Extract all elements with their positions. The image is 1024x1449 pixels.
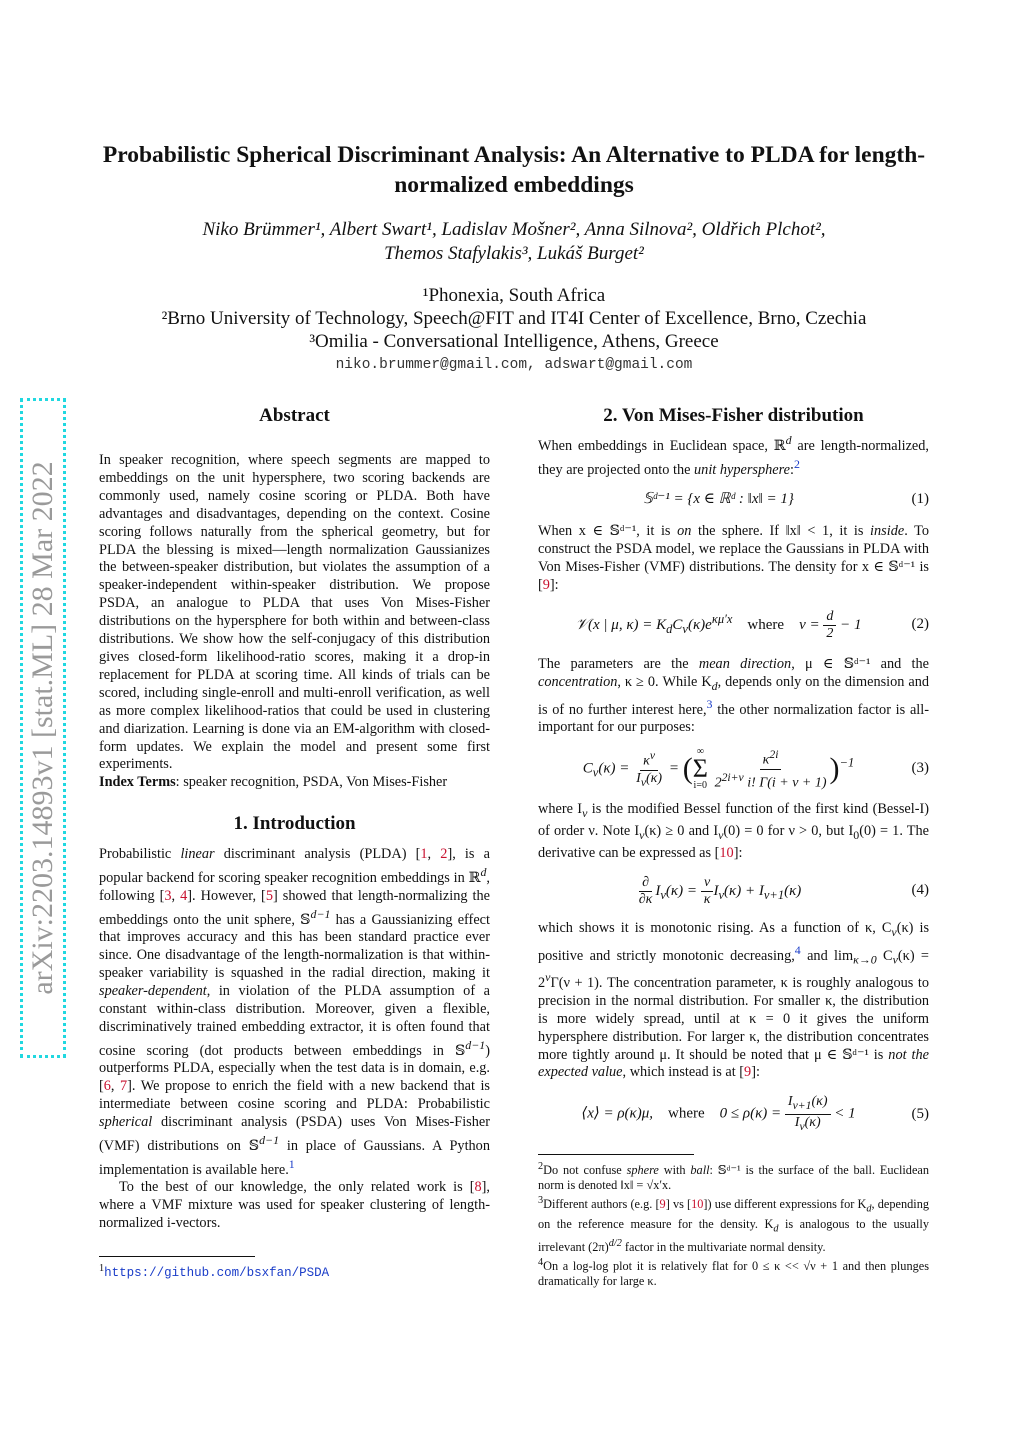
footnote-3: $^3$Different authors (e.g. [9] vs [10]) use different expressions for $K_d$, depending on the reference measure for the density. $K_d$ is analogous to the usually irrelevant $(2\pi)^{d/2}$ factor in the multivariate normal density. [538, 1195, 929, 1255]
index-terms [99, 774, 490, 792]
citation-link[interactable]: 5 [265, 887, 273, 904]
citation-link[interactable]: 7 [120, 1078, 128, 1095]
vmf-paragraph-2: When x ∈ 𝕊ᵈ⁻¹, it is on the sphere. If ‖x‖ < 1, it is inside. To construct the PSDA model, we replace the Gaussians in PLDA with Von Mises-Fisher (VMF) distributions. The density for x ∈ 𝕊ᵈ⁻¹ is [9]: [538, 523, 929, 593]
citation-link[interactable]: 9 [659, 1197, 666, 1212]
equation-3: $C_\nu(\kappa)$ = $\frac{\kappa^\nu}{I_\nu(\kappa)}$ = ( ∞ Σ i=0 $\frac{\kappa^{2i}}{2^{2i+\nu} i! \Gamma(i + \nu + 1)}$ )$^{-1}$ (3) [582, 746, 929, 792]
citation-link[interactable]: 3 [164, 887, 172, 904]
citation-link[interactable]: 8 [474, 1179, 482, 1196]
vmf-paragraph-1: When embeddings in Euclidean space, ℝ$^d$ are length-normalized, they are projected onto the unit hypersphere:$^2$ [538, 433, 929, 478]
footnote-right [538, 1154, 929, 1289]
footnote-4: $^4$On a log-log plot it is relatively flat for 0 ≤ κ << √ν + 1 and then plunges dramatically for large κ. [538, 1257, 929, 1289]
citation-link[interactable]: 6 [103, 1078, 111, 1095]
index-terms-text: : speaker recognition, PSDA, Von Mises-Fisher [175, 774, 448, 791]
vmf-paragraph-4: where $I_\nu$ is the modified Bessel function of the first kind (Bessel-I) of order ν. Note $I_\nu(\kappa) \ge 0$ and $I_\nu(0) = 0$ for ν > 0, but $I_0(0) = 1$. The derivative can be expressed as [10]: [538, 801, 930, 861]
equation-5: ⟨x⟩ = ρ(κ)μ, where 0 ≤ ρ(κ) = $\frac{I_{\nu+1}(\kappa)}{I_\nu(\kappa)}$ < 1 (5) [581, 1094, 929, 1133]
citation-link[interactable]: 2 [440, 846, 448, 863]
equation-2: 𝒱(x | μ, $\kappa) = K_dC_\nu(\kappa)e^{\kappa\mu'x}$ where ν = $\frac{d}{2}$ − 1 (2) [575, 608, 929, 641]
citation-link[interactable]: 9 [744, 1064, 752, 1081]
footnote-3-link[interactable]: 3 [706, 696, 713, 711]
citation-link[interactable]: 9 [542, 576, 550, 593]
arxiv-stamp [20, 398, 66, 1058]
footnote-1: $^1$https://github.com/bsxfan/PSDA [99, 1263, 330, 1281]
equation-4: $\frac{\partial}{\partial\kappa}$ $I_\nu(\kappa)$ = $\frac{\nu}{\kappa}$ $I_\nu(\kappa) + I_{\nu+1}(\kappa)$ (4) [638, 874, 929, 907]
intro-paragraph-1: Probabilistic linear discriminant analysis (PLDA) [1, 2], is a popular backend for scoring speaker recognition embeddings in ℝ$^d$, following [3, 4]. However, [5] showed that length-normalizing the embeddings onto the unit sphere, 𝕊$^{d-1}$ has a Gaussianizing effect that improves accuracy and this has been standard practice ever since. One disadvantage of the length-normalization is that within-speaker variability is squashed in the radial direction, making it speaker-dependent, in violation of the PLDA assumption of a constant within-class distribution. Moreover, given a flexible, discriminatively trained embedding extractor, it is often found that cosine scoring (dot products between embeddings in 𝕊$^{d-1}$) outperforms PLDA, especially when the test data is in domain, e.g. [6, 7]. We propose to enrich the field with a new backend that is intermediate between cosine scoring and PLDA: Probabilistic spherical discriminant analysis (PSDA) uses Von Mises-Fisher (VMF) distributions on 𝕊$^{d-1}$ in place of Gaussians. A Python implementation is available here.$^1$ [99, 846, 490, 1178]
paper-title: Probabilistic Spherical Discriminant Analysis: An Alternative to PLDA for length-normalized embeddings [102, 142, 926, 198]
vmf-heading: 2. Von Mises-Fisher distribution [603, 405, 864, 426]
footnote-4-link[interactable]: 4 [794, 942, 801, 957]
footnote-left [99, 1256, 490, 1281]
author-emails[interactable]: niko.brummer@gmail.com, adswart@gmail.com [335, 357, 693, 373]
affiliation-3: ³Omilia - Conversational Intelligence, Athens, Greece [309, 331, 719, 352]
equation-1: 𝕊ᵈ⁻¹ = {x ∈ ℝᵈ : ‖x‖ = 1} (1) [643, 491, 929, 508]
index-terms-label: Index Terms [99, 774, 176, 791]
github-link[interactable]: https://github.com/bsxfan/PSDA [104, 1266, 330, 1281]
citation-link[interactable]: 10 [691, 1197, 704, 1212]
citation-link[interactable]: 10 [719, 844, 734, 861]
footnote-2-link[interactable]: 2 [793, 456, 800, 471]
left-column [99, 402, 490, 1233]
vmf-paragraph-5: which shows it is monotonic rising. As a function of κ, $C_\nu(\kappa)$ is positive and strictly monotonic decreasing,$^4$ and $\lim_{\kappa\to 0} C_\nu(\kappa) = 2^\nu\Gamma(\nu + 1)$. The concentration parameter, κ is roughly analogous to precision in the normal distribution. For smaller κ, the distribution is more widely spread, until at κ = 0 it gives the uniform hypersphere distribution. For larger κ, the distribution concentrates more tightly around μ. It should be noted that μ ∈ 𝕊ᵈ⁻¹ is not the expected value, which instead is at [9]: [538, 919, 930, 1081]
footnote-2: $^2$Do not confuse sphere with ball: 𝕊ᵈ⁻¹ is the surface of the ball. Euclidean norm is denoted ‖x‖ = √x′x. [538, 1161, 930, 1193]
abstract-text: In speaker recognition, where speech segments are mapped to embeddings on the unit hypersphere, two scoring backends are commonly used, namely cosine scoring or PLDA. Both have advantages and disadvantages, depending on the context. Cosine scoring follows naturally from the spherical geometry, but for PLDA the blessing is mixed—length normalization Gaussianizes the between-speaker distribution, but violates the assumption of a speaker-independent within-speaker distribution. We propose PSDA, an analogue to PLDA that uses Von Mises-Fisher distributions on the hypersphere for both within and between-class distributions. We show how the self-conjugacy of this distribution gives closed-form likelihood-ratio scores, making it a drop-in replacement for PLDA at scoring time. All kinds of trials can be scored, including single-enroll and multi-enroll verification, as well as more complex likelihood-ratios that could be used in clustering and diarization. Learning is done via an EM-algorithm with closed-form updates. We explain the model and present some first experiments. [99, 452, 490, 773]
citation-link[interactable]: 4 [180, 887, 188, 904]
affiliation-2: ²Brno University of Technology, Speech@FIT and IT4I Center of Excellence, Brno, Czechia [161, 308, 867, 329]
arxiv-id: arXiv:2203.14893v1 [stat.ML] 28 Mar 2022 [26, 461, 59, 995]
affiliation-1: ¹Phonexia, South Africa [422, 285, 606, 306]
footnote-1-link[interactable]: 1 [288, 1156, 295, 1171]
authors-line-2: Themos Stafylakis³, Lukáš Burget² [384, 243, 644, 264]
footnote-rule [538, 1154, 694, 1155]
abstract-heading: Abstract [259, 405, 330, 426]
intro-heading: 1. Introduction [233, 813, 356, 835]
intro-paragraph-2: To the best of our knowledge, the only related work is [8], where a VMF mixture was used for speaker clustering of length-normalized i-vectors. [99, 1179, 490, 1232]
right-column [538, 402, 929, 1135]
author-list [100, 218, 928, 266]
authors-line-1: Niko Brümmer¹, Albert Swart¹, Ladislav Mošner², Anna Silnova², Oldřich Plchot², [202, 219, 826, 240]
vmf-paragraph-3: The parameters are the mean direction, μ ∈ 𝕊ᵈ⁻¹ and the concentration, κ ≥ 0. While $K_d$, depends only on the dimension and is of no further interest here,$^3$ the other normalization factor is all-important for our purposes: [538, 655, 929, 736]
citation-link[interactable]: 1 [420, 846, 428, 863]
affiliations [100, 284, 928, 353]
footnote-rule [99, 1256, 255, 1257]
